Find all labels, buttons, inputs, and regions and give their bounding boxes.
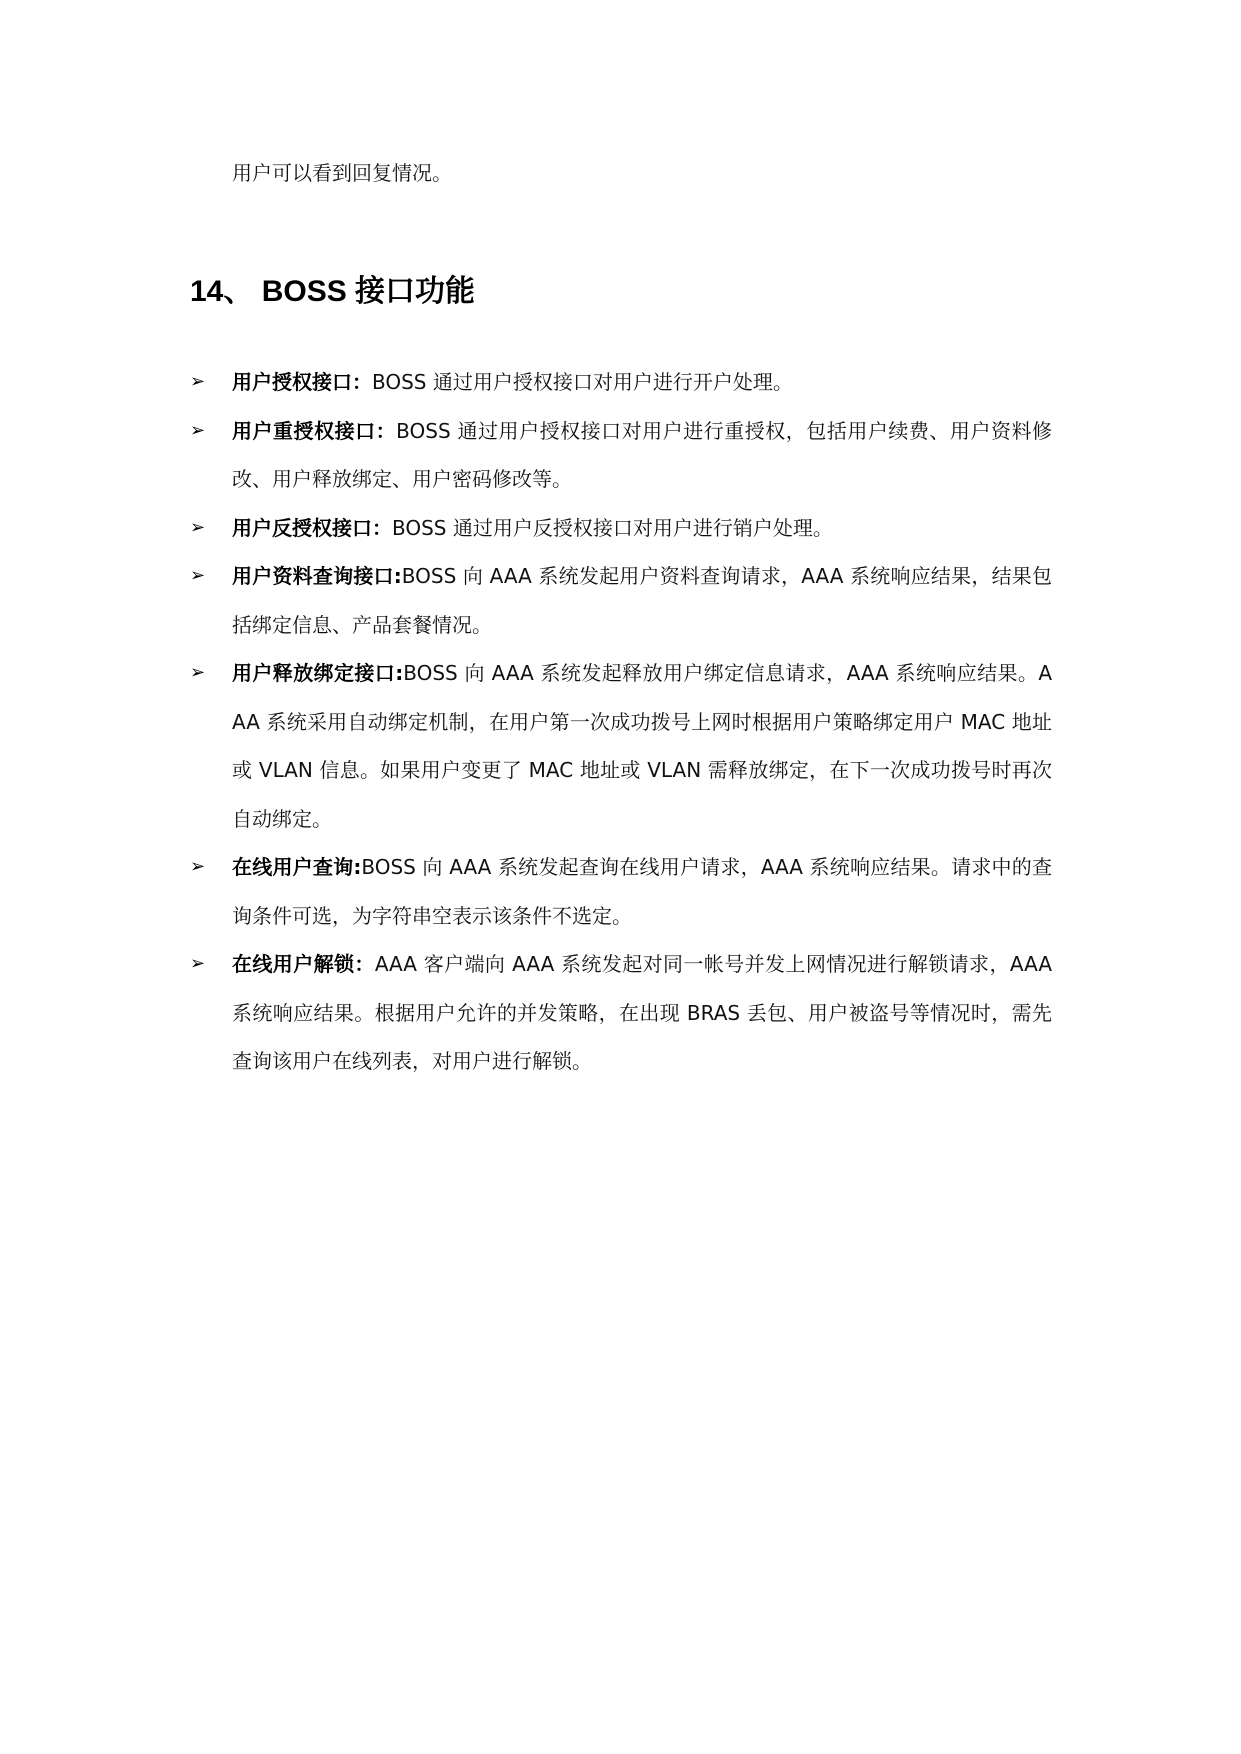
- item-label: 用户资料查询接口:: [232, 564, 402, 588]
- item-text: BOSS 向 AAA 系统发起用户资料查询请求，AAA 系统响应结果，结果包括绑定信息、产品套餐情况。: [232, 564, 1053, 637]
- item-label: 用户授权接口：: [232, 370, 372, 394]
- item-text: BOSS 向 AAA 系统发起查询在线用户请求，AAA 系统响应结果。请求中的查询条件可选，为字符串空表示该条件不选定。: [232, 855, 1052, 928]
- interface-list: [190, 358, 1052, 1086]
- list-item: [190, 843, 1052, 940]
- list-item: [190, 407, 1052, 504]
- arrow-bullet-icon: ➢: [190, 419, 206, 441]
- item-text: BOSS 通过用户反授权接口对用户进行销户处理。: [392, 515, 833, 540]
- section-heading: 14、 BOSS 接口功能: [190, 275, 476, 308]
- intro-paragraph: 用户可以看到回复情况。: [232, 161, 452, 185]
- item-label: 用户反授权接口：: [232, 515, 392, 540]
- arrow-bullet-icon: ➢: [190, 371, 206, 392]
- arrow-bullet-icon: ➢: [190, 516, 206, 538]
- arrow-bullet-icon: ➢: [190, 565, 206, 586]
- item-text: BOSS 通过用户授权接口对用户进行重授权，包括用户续费、用户资料修改、用户释放绑定、用户密码修改等。: [232, 418, 1053, 491]
- arrow-bullet-icon: ➢: [190, 856, 206, 877]
- arrow-bullet-icon: ➢: [190, 953, 206, 974]
- list-item: [190, 358, 1052, 407]
- list-item: [190, 940, 1052, 1086]
- list-item: [190, 552, 1052, 649]
- list-item: [190, 504, 1052, 553]
- item-label: 用户重授权接口：: [232, 418, 397, 443]
- list-item: [190, 649, 1052, 843]
- item-text: BOSS 向 AAA 系统发起释放用户绑定信息请求，AAA 系统响应结果。AAA 系统采用自动绑定机制，在用户第一次成功拨号上网时根据用户策略绑定用户 MAC 地址或 VLAN 信息。如果用户变更了 MAC 地址或 VLAN 需释放绑定，在下一次成功拨号时再次自动绑定。: [232, 661, 1052, 831]
- item-label: 在线用户查询:: [232, 855, 362, 879]
- item-label: 用户释放绑定接口:: [232, 661, 404, 685]
- item-text: BOSS 通过用户授权接口对用户进行开户处理。: [372, 370, 793, 394]
- arrow-bullet-icon: ➢: [190, 662, 206, 683]
- item-text: AAA 客户端向 AAA 系统发起对同一帐号并发上网情况进行解锁请求，AAA 系统响应结果。根据用户允许的并发策略，在出现 BRAS 丢包、用户被盗号等情况时，需先查询该用户在线列表，对用户进行解锁。: [232, 952, 1053, 1073]
- item-label: 在线用户解锁：: [232, 952, 375, 976]
